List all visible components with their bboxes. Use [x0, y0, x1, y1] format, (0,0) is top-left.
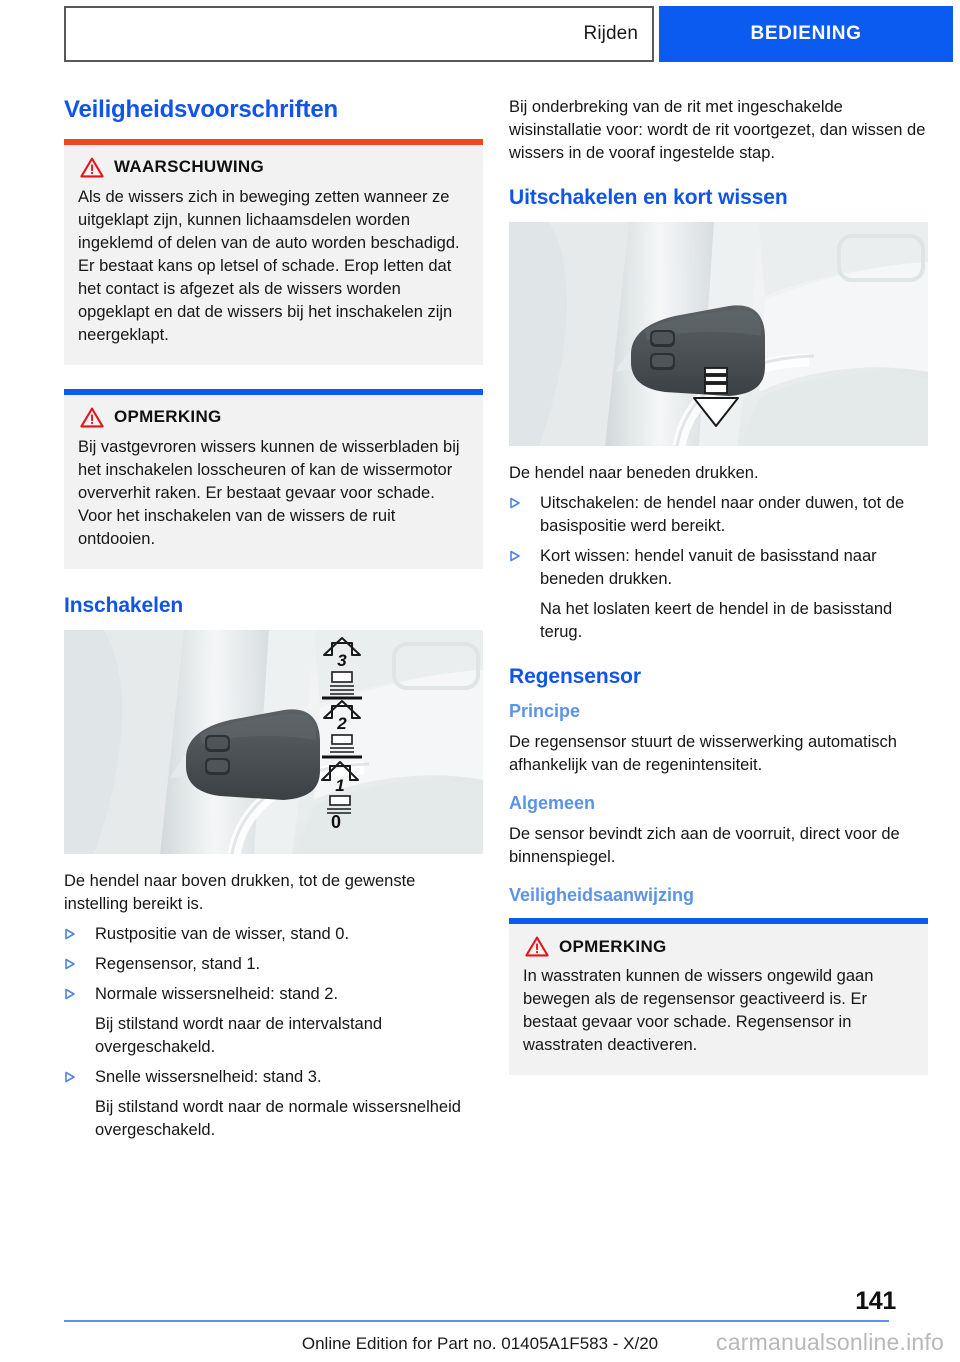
- footer-edition-line: Online Edition for Part no. 01405A1F583 - X/20: [301, 1334, 659, 1353]
- list-item: [64, 1066, 483, 1089]
- algemeen-text: De sensor bevindt zich aan de voorruit, direct voor de binnenspiegel.: [509, 824, 900, 866]
- note-box-left-label: OPMERKING: [114, 407, 222, 427]
- heading-uitschakelen-en-kort-wissen: Uitschakelen en kort wissen: [509, 186, 788, 209]
- warning-triangle-icon: [80, 157, 104, 178]
- warning-box: [64, 139, 483, 365]
- note-box-right-text: In wasstraten kunnen de wissers ongewild gaan bewegen als de regensensor geactiveerd is. Er bestaat gevaar voor schade. Regensensor in wasstraten deactiveren.: [523, 967, 874, 1055]
- note-box-right-label: OPMERKING: [559, 936, 667, 956]
- list-item-subtext: Bij stilstand wordt naar de normale wissersnelheid overgeschakeld.: [95, 1097, 461, 1139]
- page-body: [64, 96, 953, 1142]
- list-item-subtext: Na het loslaten keert de hendel in de basisstand terug.: [540, 600, 893, 642]
- triangle-bullet-icon: [509, 492, 540, 509]
- warning-box-header: [78, 157, 469, 178]
- list-item: [509, 545, 928, 591]
- note-box-left-header: [78, 407, 469, 428]
- triangle-bullet-icon: [64, 953, 95, 970]
- site-watermark: carmanualsonline.info: [716, 1329, 944, 1355]
- heading-regensensor: Regensensor: [509, 665, 641, 689]
- svg-text:0: 0: [330, 811, 342, 832]
- wiper-stalk-up-illustration: [64, 630, 483, 854]
- list-item-label: Regensensor, stand 1.: [95, 954, 261, 973]
- page-title: Veiligheidsvoorschriften: [64, 96, 338, 123]
- wiper-stalk-down-illustration: [509, 222, 928, 446]
- note-box-left-text: Bij vastgevroren wissers kunnen de wisserbladen bij het inschakelen losscheuren of kan de wissermotor oververhit raken. Er bestaat gevaar voor schade. Voor het inschakelen van de wissers de ruit ontdooien.: [78, 437, 460, 548]
- warning-triangle-icon: [80, 407, 104, 428]
- list-item-label: Kort wissen: hendel vanuit de basisstand naar beneden drukken.: [540, 547, 877, 589]
- page-header: [64, 6, 953, 62]
- tab-chapter-bediening[interactable]: [659, 6, 953, 62]
- heading-principe: Principe: [509, 701, 581, 722]
- list-item: [64, 953, 483, 976]
- heading-algemeen: Algemeen: [509, 792, 596, 813]
- list-item: [64, 923, 483, 946]
- triangle-bullet-icon: [64, 1066, 95, 1083]
- list-item-label: Rustpositie van de wisser, stand 0.: [95, 924, 350, 943]
- principe-text: De regensensor stuurt de wisserwerking automatisch afhankelijk van de regenintensiteit.: [509, 732, 897, 774]
- list-item-label: Snelle wissersnelheid: stand 3.: [95, 1067, 322, 1086]
- tab-section-rijden[interactable]: [64, 6, 654, 62]
- list-item: [509, 492, 928, 538]
- right-column: [509, 96, 928, 1142]
- note-box-right-header: [523, 936, 914, 957]
- warning-box-label: WAARSCHUWING: [114, 157, 264, 177]
- page-number: 141: [855, 1287, 896, 1315]
- heading-inschakelen: Inschakelen: [64, 593, 184, 617]
- triangle-bullet-icon: [509, 545, 540, 562]
- right-intro-paragraph: Bij onderbreking van de rit met ingeschakelde wisinstallatie voor: wordt de rit voortgezet, dan wissen de wissers in de vooraf ingestelde stap.: [509, 98, 926, 162]
- list-item-subtext: Bij stilstand wordt naar de intervalstand overgeschakeld.: [95, 1014, 383, 1056]
- footer-divider: [64, 1320, 889, 1322]
- note-box-right: [509, 918, 928, 1075]
- tab-section-label: Rijden: [583, 23, 638, 44]
- svg-text:1: 1: [335, 775, 345, 795]
- list-item-label: Normale wissersnelheid: stand 2.: [95, 984, 339, 1003]
- svg-text:2: 2: [337, 713, 347, 733]
- warning-triangle-icon: [525, 936, 549, 957]
- list-item: [64, 983, 483, 1006]
- inschakelen-bullet-list: [64, 923, 483, 1142]
- uitschakelen-bullet-list: [509, 492, 928, 644]
- heading-veiligheidsaanwijzing: Veiligheidsaanwijzing: [509, 884, 695, 905]
- triangle-bullet-icon: [64, 923, 95, 940]
- svg-text:3: 3: [337, 650, 347, 670]
- left-column: [64, 96, 483, 1142]
- note-box-left: [64, 389, 483, 569]
- list-item-label: Uitschakelen: de hendel naar onder duwen, tot de basispositie werd bereikt.: [540, 494, 905, 536]
- uitschakelen-intro: De hendel naar beneden drukken.: [509, 464, 759, 483]
- tab-chapter-label: BEDIENING: [750, 23, 862, 44]
- inschakelen-intro: De hendel naar boven drukken, tot de gewenste instelling bereikt is.: [64, 871, 416, 913]
- warning-box-text: Als de wissers zich in beweging zetten wanneer ze uitgeklapt zijn, kunnen lichaamsdelen worden ingeklemd of delen van de auto worden beschadigd. Er bestaat kans op letsel of schade. Erop letten dat het contact is afgezet als de wissers worden opgeklapt en dat de wissers bij het inschakelen zijn neergeklapt.: [78, 187, 460, 344]
- triangle-bullet-icon: [64, 983, 95, 1000]
